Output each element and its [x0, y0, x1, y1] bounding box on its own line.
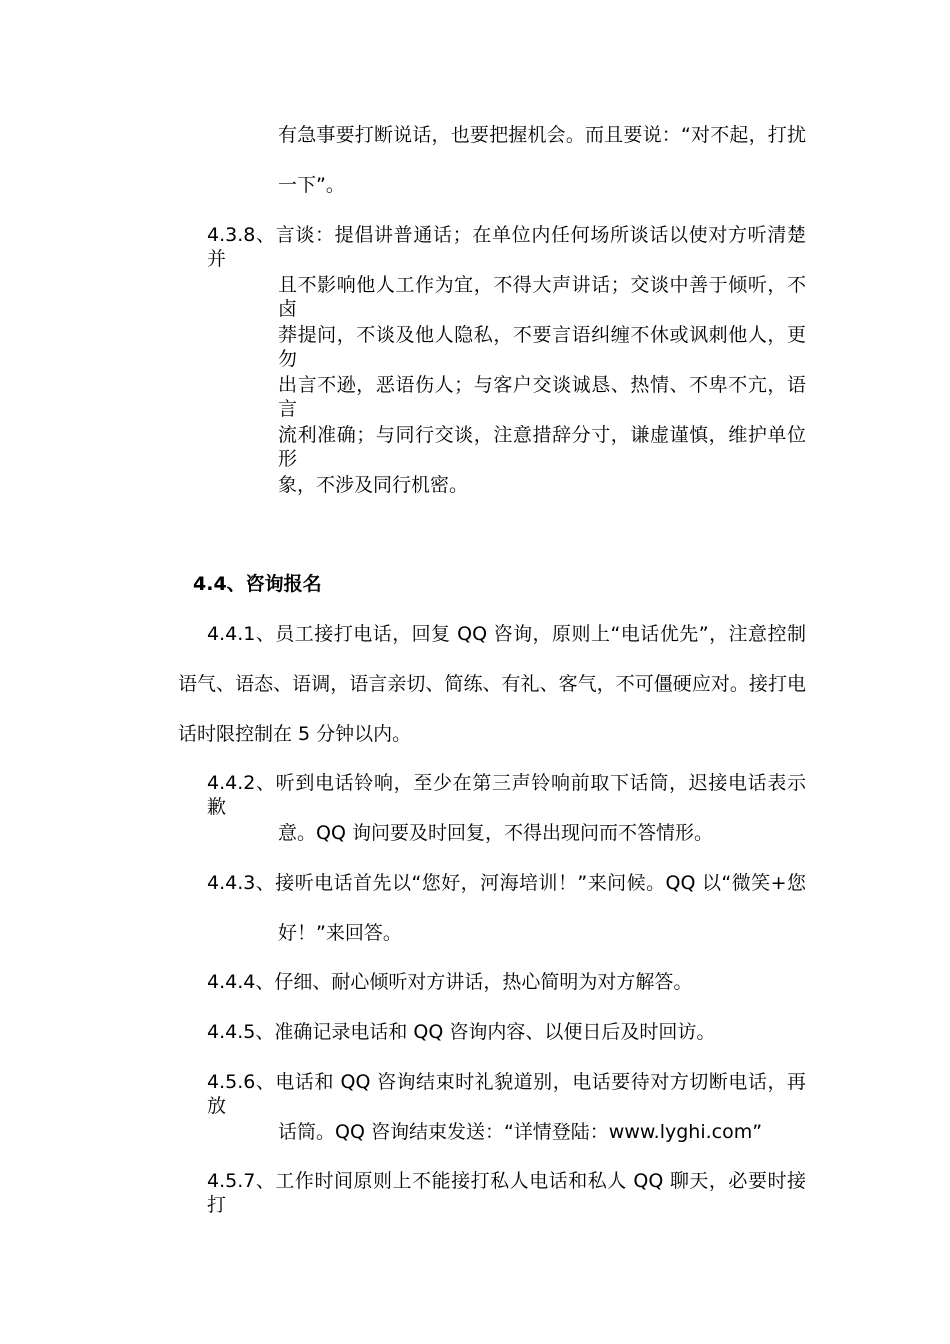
section-heading-4-4: 4.4、咨询报名 [193, 573, 322, 595]
section-4-5-6-line: 话筒。QQ 咨询结束发送：“详情登陆：www.lyghi.com” [278, 1121, 763, 1143]
section-4-4-1-line: 4.4.1、员工接打电话，回复 QQ 咨询，原则上“电话优先”，注意控制 [207, 623, 806, 645]
section-4-4-4-line: 4.4.4、仔细、耐心倾听对方讲话，热心简明为对方解答。 [207, 971, 693, 993]
section-4-3-8-line: 且不影响他人工作为宜，不得大声讲话；交谈中善于倾听，不卤 [278, 274, 806, 320]
section-4-4-3-line: 4.4.3、接听电话首先以“您好，河海培训！”来问候。QQ 以“微笑+您 [207, 872, 806, 894]
section-4-4-3-line: 好！”来回答。 [278, 922, 402, 944]
section-4-4-2-line: 4.4.2、听到电话铃响，至少在第三声铃响前取下话筒，迟接电话表示歉 [207, 772, 806, 818]
section-4-5-7-line: 4.5.7、工作时间原则上不能接打私人电话和私人 QQ 聊天，必要时接打 [207, 1170, 806, 1216]
paragraph-continuation-line: 一下”。 [278, 174, 345, 196]
section-4-3-8-line: 莽提问，不谈及他人隐私，不要言语纠缠不休或讽刺他人，更勿 [278, 324, 806, 370]
section-4-4-1-line: 话时限控制在 5 分钟以内。 [178, 723, 412, 745]
section-4-3-8-line: 流利准确；与同行交谈，注意措辞分寸，谦虚谨慎，维护单位形 [278, 424, 806, 470]
section-4-3-8-line: 象，不涉及同行机密。 [278, 474, 469, 496]
section-4-4-1-line: 语气、语态、语调，语言亲切、简练、有礼、客气，不可僵硬应对。接打电 [178, 673, 806, 695]
section-4-3-8-line: 出言不逊，恶语伤人；与客户交谈诚恳、热情、不卑不亢，语言 [278, 374, 806, 420]
section-4-4-5-line: 4.4.5、准确记录电话和 QQ 咨询内容、以便日后及时回访。 [207, 1021, 716, 1043]
section-4-3-8-line: 4.3.8、言谈：提倡讲普通话；在单位内任何场所谈话以使对方听清楚并 [207, 224, 806, 270]
section-4-4-2-line: 意。QQ 询问要及时回复，不得出现问而不答情形。 [278, 822, 713, 844]
paragraph-continuation-line: 有急事要打断说话，也要把握机会。而且要说：“对不起，打扰 [278, 124, 806, 146]
section-4-5-6-line: 4.5.6、电话和 QQ 咨询结束时礼貌道别，电话要待对方切断电话，再放 [207, 1071, 806, 1117]
